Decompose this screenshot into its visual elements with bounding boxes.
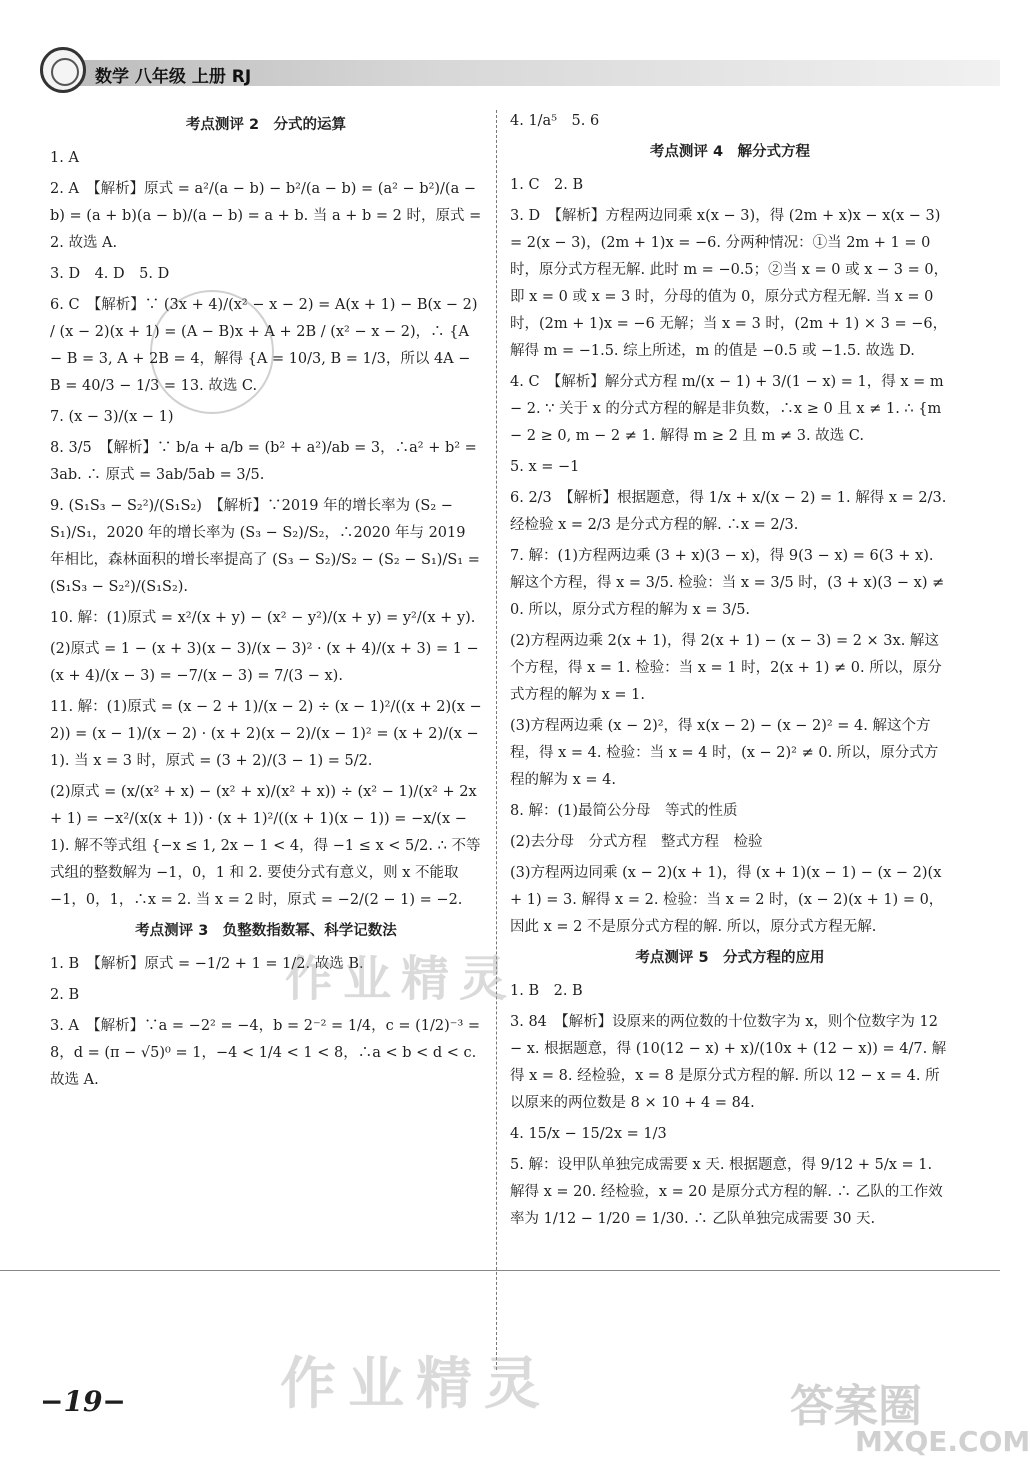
bottom-divider <box>0 1270 1000 1271</box>
answer-item: 2. B <box>50 987 80 1003</box>
answer-item: (2)方程两边乘 2(x + 1)，得 2(x + 1) − (x − 3) = 2 × 3x. 解这个方程，得 x = 1. 检验：当 x = 1 时，2(x + 1) ≠ 0. 所以，原分式方程的解为 x = 1. <box>510 633 942 703</box>
answer-item: 3. D 【解析】方程两边同乘 x(x − 3)，得 (2m + x)x − x(x − 3) = 2(x − 3)，(2m + 1)x = −6. 分两种情况：①当 2m + 1 = 0 时，原分式方程无解. 此时 m = −0.5；②当 x = 0 或 x − 3 = 0，即 x = 0 或 x = 3 时，分母的值为 0，原分式方程无解. 当 x = 0 时，(2m + 1)x = −6 无解；当 x = 3 时，(2m + 1) × 3 = −6，解得 m = −1.5. 综上所述，m 的值是 −0.5 或 −1.5. 故选 D. <box>510 208 949 359</box>
answer-item: 1. B 【解析】原式 = −1/2 + 1 = 1/2. 故选 B. <box>50 956 364 972</box>
watermark-logo: 答案圈 <box>790 1381 922 1432</box>
column-divider <box>496 110 497 1370</box>
answer-item: 5. 解：设甲队单独完成需要 x 天. 根据题意，得 9/12 + 5/x = 1. 解得 x = 20. 经检验，x = 20 是原分式方程的解. ∴ 乙队的工作效率为 1/12 − 1/20 = 1/30. ∴ 乙队单独完成需要 30 天. <box>510 1157 943 1227</box>
answer-item: 6. 2/3 【解析】根据题意，得 1/x + x/(x − 2) = 1. 解得 x = 2/3. 经检验 x = 2/3 是分式方程的解. ∴x = 2/3. <box>510 490 947 533</box>
answer-item: 3. A 【解析】∵a = −2² = −4，b = 2⁻² = 1/4，c = (1/2)⁻³ = 8，d = (π − √5)⁰ = 1，−4 < 1/4 < 1 < 8，∴a < b < d < c. 故选 A. <box>50 1018 481 1088</box>
answer-item: 4. 1/a⁵ 5. 6 <box>510 113 600 129</box>
answer-item: 8. 解：(1)最简公分母 等式的性质 <box>510 803 738 819</box>
page-number: −19− <box>40 1385 126 1418</box>
answer-item: 7. (x − 3)/(x − 1) <box>50 409 174 425</box>
header-title: 数学 八年级 上册 RJ <box>95 67 252 87</box>
watermark-text: 作业精灵 <box>280 1352 552 1417</box>
answer-item: 7. 解：(1)方程两边乘 (3 + x)(3 − x)，得 9(3 − x) = 6(3 + x). 解这个方程，得 x = 3/5. 检验：当 x = 3/5 时，(3 + x)(3 − x) ≠ 0. 所以，原分式方程的解为 x = 3/5. <box>510 548 945 618</box>
answer-item: 6. C 【解析】∵ (3x + 4)/(x² − x − 2) = A(x + 1) − B(x − 2) / (x − 2)(x + 1) = (A − B)x + A + 2B / (x² − x − 2)，∴ {A − B = 3, A + 2B = 4，解得 {A = 10/3, B = 1/3，所以 4A − B = 40/3 − 1/3 = 13. 故选 C. <box>50 297 478 394</box>
answer-item: 5. x = −1 <box>510 459 580 475</box>
answer-item: 1. A <box>50 150 79 166</box>
section-heading: 考点测评 5 分式方程的应用 <box>635 950 825 966</box>
section-heading: 考点测评 3 负整数指数幂、科学记数法 <box>135 923 397 939</box>
answer-item: (2)原式 = 1 − (x + 3)(x − 3)/(x − 3)² · (x + 4)/(x + 3) = 1 − (x + 4)/(x − 3) = −7/(x − 3) = 7/(3 − x). <box>50 641 479 684</box>
publisher-logo-icon <box>40 47 86 93</box>
answer-item: 9. (S₁S₃ − S₂²)/(S₁S₂) 【解析】∵2019 年的增长率为 (S₂ − S₁)/S₁，2020 年的增长率为 (S₃ − S₂)/S₂，∴2020 年与 2019 年相比，森林面积的增长率提高了 (S₃ − S₂)/S₂ − (S₂ − S₁)/S₁ = (S₁S₃ − S₂²)/(S₁S₂). <box>50 498 480 595</box>
answer-item: 4. 15/x − 15/2x = 1/3 <box>510 1126 667 1142</box>
page-header <box>0 0 1000 100</box>
answer-item: (3)方程两边同乘 (x − 2)(x + 1)，得 (x + 1)(x − 1) − (x − 2)(x + 1) = 3. 解得 x = 2. 检验：当 x = 2 时，(x − 2)(x + 1) = 0，因此 x = 2 不是原分式方程的解. 所以，原分式方程无解. <box>510 865 944 935</box>
section-heading: 考点测评 4 解分式方程 <box>649 144 811 160</box>
section-heading: 考点测评 2 分式的运算 <box>185 117 347 133</box>
answer-item: (2)去分母 分式方程 整式方程 检验 <box>510 834 763 850</box>
answer-item: 3. 84 【解析】设原来的两位数的十位数字为 x，则个位数字为 12 − x. 根据题意，得 (10(12 − x) + x)/(10x + (12 − x)) = 4/7. 解得 x = 8. 经检验，x = 8 是原分式方程的解. 所以 12 − x = 4. 所以原来的两位数是 8 × 10 + 4 = 84. <box>510 1014 947 1111</box>
answer-item: 2. A 【解析】原式 = a²/(a − b) − b²/(a − b) = (a² − b²)/(a − b) = (a + b)(a − b)/(a − b) = a + b. 当 a + b = 2 时，原式 = 2. 故选 A. <box>50 181 482 251</box>
watermark-url: MXQE.COM <box>855 1425 1030 1458</box>
answer-item: 10. 解：(1)原式 = x²/(x + y) − (x² − y²)/(x + y) = y²/(x + y). <box>50 610 476 626</box>
watermark-text: 作业精灵 <box>285 951 518 1007</box>
answer-item: 4. C 【解析】解分式方程 m/(x − 1) + 3/(1 − x) = 1，得 x = m − 2. ∵ 关于 x 的分式方程的解是非负数，∴x ≥ 0 且 x ≠ 1. ∴ {m − 2 ≥ 0, m − 2 ≠ 1. 解得 m ≥ 2 且 m ≠ 3. 故选 C. <box>510 374 944 444</box>
answer-item: 3. D 4. D 5. D <box>50 266 170 282</box>
answer-item: 1. B 2. B <box>510 983 583 999</box>
answer-item: 11. 解：(1)原式 = (x − 2 + 1)/(x − 2) ÷ (x − 1)²/((x + 2)(x − 2)) = (x − 1)/(x − 2) · (x + 2)(x − 2)/(x − 1)² = (x + 2)/(x − 1). 当 x = 3 时，原式 = (3 + 2)/(3 − 1) = 5/2. <box>50 699 482 769</box>
answer-item: 1. C 2. B <box>510 177 584 193</box>
right-column <box>510 108 950 1237</box>
answer-item: (2)原式 = (x/(x² + x) − (x² + x)/(x² + x)) ÷ (x² − 1)/(x² + 2x + 1) = −x²/(x(x + 1)) · (x + 1)²/((x + 1)(x − 1)) = −x/(x − 1). 解不等式组 {−x ≤ 1, 2x − 1 < 4，得 −1 ≤ x < 5/2. ∴ 不等式组的整数解为 −1，0，1 和 2. 要使分式有意义，则 x 不能取 −1，0，1，∴x = 2. 当 x = 2 时，原式 = −2/(2 − 1) = −2. <box>50 784 481 908</box>
answer-item: (3)方程两边乘 (x − 2)²，得 x(x − 2) − (x − 2)² = 4. 解这个方程，得 x = 4. 检验：当 x = 4 时，(x − 2)² ≠ 0. 所以，原分式方程的解为 x = 4. <box>510 718 939 788</box>
answer-item: 8. 3/5 【解析】∵ b/a + a/b = (b² + a²)/ab = 3，∴a² + b² = 3ab. ∴ 原式 = 3ab/5ab = 3/5. <box>50 440 477 483</box>
